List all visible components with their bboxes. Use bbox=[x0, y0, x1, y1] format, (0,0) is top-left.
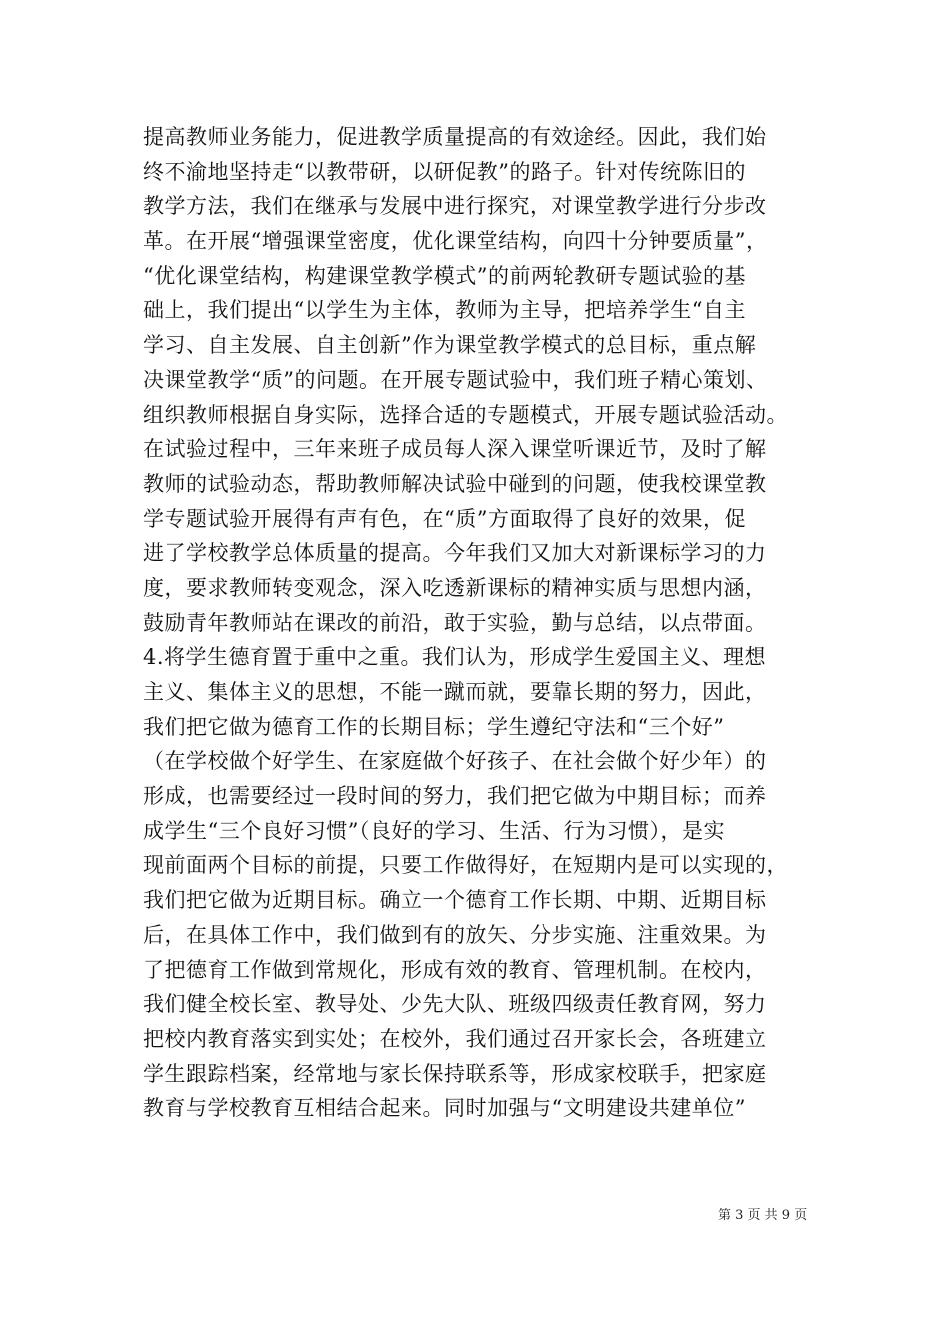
text-line: 学习、自主发展、自主创新”作为课堂教学模式的总目标，重点解 bbox=[143, 333, 757, 358]
text-line: “优化课堂结构，构建课堂教学模式”的前两轮教研专题试验的基 bbox=[143, 263, 746, 288]
text-line: 决课堂教学“质”的问题。在开展专题试验中，我们班子精心策划、 bbox=[143, 367, 768, 392]
text-line: 础上，我们提出“以学生为主体，教师为主导，把培养学生“自主 bbox=[143, 298, 746, 323]
text-line: 教育与学校教育互相结合起来。同时加强与“文明建设共建单位” bbox=[143, 1096, 746, 1121]
text-line: 进了学校教学总体质量的提高。今年我们又加大对新课标学习的力 bbox=[143, 541, 767, 566]
text-line: 度，要求教师转变观念，深入吃透新课标的精神实质与思想内涵， bbox=[143, 575, 767, 600]
text-line: 学专题试验开展得有声有色，在“质”方面取得了良好的效果，促 bbox=[143, 506, 746, 531]
text-line: 终不渝地坚持走“以教带研，以研促教”的路子。针对传统陈旧的 bbox=[143, 159, 746, 184]
text-line: 革。在开展“增强课堂密度，优化课堂结构，向四十分钟要质量”， bbox=[143, 229, 768, 254]
text-line: 我们把它做为近期目标。确立一个德育工作长期、中期、近期目标 bbox=[143, 888, 767, 913]
text-line: 现前面两个目标的前提，只要工作做得好，在短期内是可以实现的， bbox=[143, 853, 788, 878]
body-text bbox=[143, 120, 823, 1126]
text-line: 提高教师业务能力，促进教学质量提高的有效途经。因此，我们始 bbox=[143, 125, 767, 149]
page-number-footer: 第 3 页 共 9 页 bbox=[718, 1208, 808, 1223]
text-line: 我们健全校长室、教导处、少先大队、班级四级责任教育网，努力 bbox=[143, 992, 767, 1017]
text-line: 成学生“三个良好习惯”（良好的学习、生活、行为习惯），是实 bbox=[143, 818, 725, 843]
text-line: 后，在具体工作中，我们做到有的放矢、分步实施、注重效果。为 bbox=[143, 922, 767, 947]
text-line: 主义、集体主义的思想，不能一蹴而就，要靠长期的努力，因此， bbox=[143, 680, 767, 704]
text-line: 组织教师根据自身实际，选择合适的专题模式，开展专题试验活动。 bbox=[143, 402, 788, 427]
text-line: 教师的试验动态，帮助教师解决试验中碰到的问题，使我校课堂教 bbox=[143, 471, 767, 496]
text-line: 我们把它做为德育工作的长期目标；学生遵纪守法和“三个好” bbox=[143, 714, 725, 739]
text-line: 在试验过程中，三年来班子成员每人深入课堂听课近节，及时了解 bbox=[143, 437, 767, 462]
text-line: 教学方法，我们在继承与发展中进行探究，对课堂教学进行分步改 bbox=[143, 194, 767, 219]
text-line: 鼓励青年教师站在课改的前沿，敢于实验，勤与总结，以点带面。 bbox=[143, 610, 767, 635]
text-line: （在学校做个好学生、在家庭做个好孩子、在社会做个好少年）的 bbox=[143, 749, 767, 774]
text-line: 学生跟踪档案，经常地与家长保持联系等，形成家校联手，把家庭 bbox=[143, 1061, 767, 1086]
text-line: 4.将学生德育置于重中之重。我们认为，形成学生爱国主义、理想 bbox=[143, 645, 767, 670]
text-line: 了把德育工作做到常规化，形成有效的教育、管理机制。在校内， bbox=[143, 957, 767, 982]
text-line: 把校内教育落实到实处；在校外，我们通过召开家长会，各班建立 bbox=[143, 1026, 767, 1051]
text-line: 形成，也需要经过一段时间的努力，我们把它做为中期目标；而养 bbox=[143, 784, 767, 809]
